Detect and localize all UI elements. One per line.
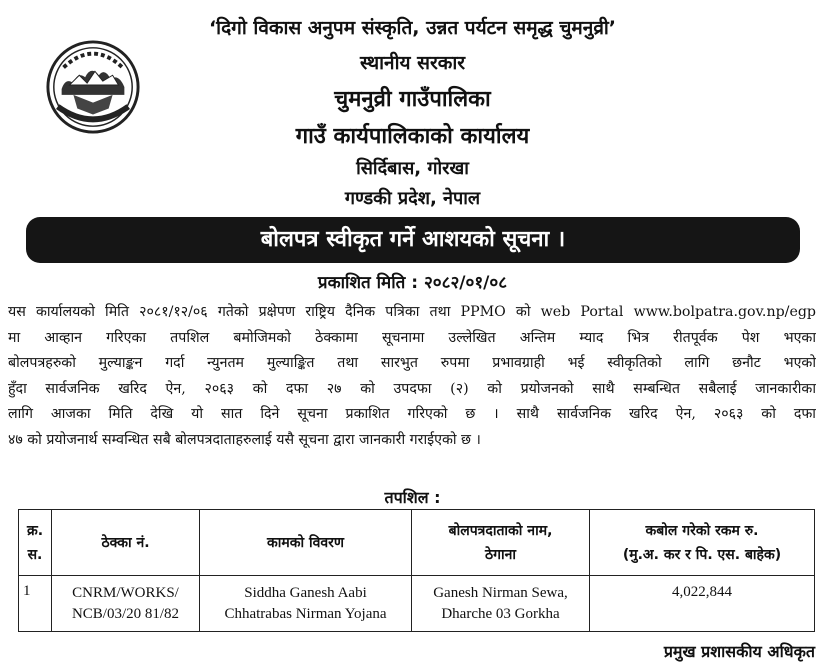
province-name: गण्डकी प्रदेश, नेपाल [344,188,481,209]
slogan: ‘दिगो विकास अनुपम संस्कृति, उन्नत पर्यटन समृद्ध चुमनुव्री’ [208,17,617,39]
body-line: यस कार्यालयको मिति २०८१/१२/०६ गतेको प्रक्षेपण राष्ट्रिय दैनिक पत्रिका तथा PPMO को web Portal www.bolpatra.gov.np/egp [8,304,816,320]
published-date-label: प्रकाशित मिति : [317,273,424,293]
body-line: बोलपत्रहरुको मुल्याङ्कन गर्दा न्युनतम मुल्याङ्कित तथा सारभुत रुपमा प्रभावग्राही भई स्वीकृतिको लागि छनौट भएको [8,355,816,371]
header-contract-number: ठेक्का नं. [52,510,200,576]
office-name: गाउँ कार्यपालिकाको कार्यालय [295,124,530,149]
office-address: सिर्दिबास, गोरखा [356,158,469,179]
body-line: लागि आजका मिति देखि यो सात दिने सूचना प्रकाशित गरिएको छ । साथै सार्वजनिक खरिद ऐन, २०६३ को दफा [8,406,816,422]
table-header-row [19,510,815,576]
body-line: ४७ को प्रयोजनार्थ सम्वन्धित सबै बोलपत्रदाताहरुलाई यसै सूचना द्वारा जानकारी गराईएको छ । [8,431,481,448]
notice-header [0,0,825,215]
tapasil-heading: तपशिल : [384,488,441,507]
bid-details-table [18,509,815,632]
header-bid-amount: कबोल गरेको रकम रु. (मु.अ. कर र पि. एस. बाहेक) [590,510,815,576]
local-government: स्थानीय सरकार [359,52,466,74]
cell-work-description: Siddha Ganesh Aabi Chhatrabas Nirman Yojana [200,576,412,632]
header-work-description: कामको विवरण [200,510,412,576]
header-serial-number: क्र. स. [19,510,52,576]
notice-title-banner: बोलपत्र स्वीकृत गर्ने आशयको सूचना । [26,217,800,263]
published-date [0,270,825,293]
table-row [19,576,815,632]
cell-bid-amount: 4,022,844 [590,576,815,632]
cell-bidder: Ganesh Nirman Sewa, Dharche 03 Gorkha [412,576,590,632]
cell-contract-number: CNRM/WORKS/ NCB/03/20 81/82 [52,576,200,632]
municipality-name: चुमनुव्री गाउँपालिका [334,87,491,112]
body-line: मा आव्हान गरिएका तपशिल बमोजिमको ठेक्कामा सूचनामा उल्लेखित अन्तिम म्याद भित्र रीतपूर्वक पेश भएका [8,329,816,346]
body-line: हुँदा सार्वजनिक खरिद ऐन, २०६३ को दफा २७ को उपदफा (२) को प्रयोजनको साथै सम्बन्धित सबैलाई जानकारीका [8,380,816,397]
notice-body [8,300,816,453]
cell-serial-number: 1 [19,576,52,632]
signature-title: प्रमुख प्रशासकीय अधिकृत [663,642,815,661]
published-date-value: २०८२/०१/०८ [423,273,508,293]
header-bidder-name-address: बोलपत्रदाताको नाम, ठेगाना [412,510,590,576]
